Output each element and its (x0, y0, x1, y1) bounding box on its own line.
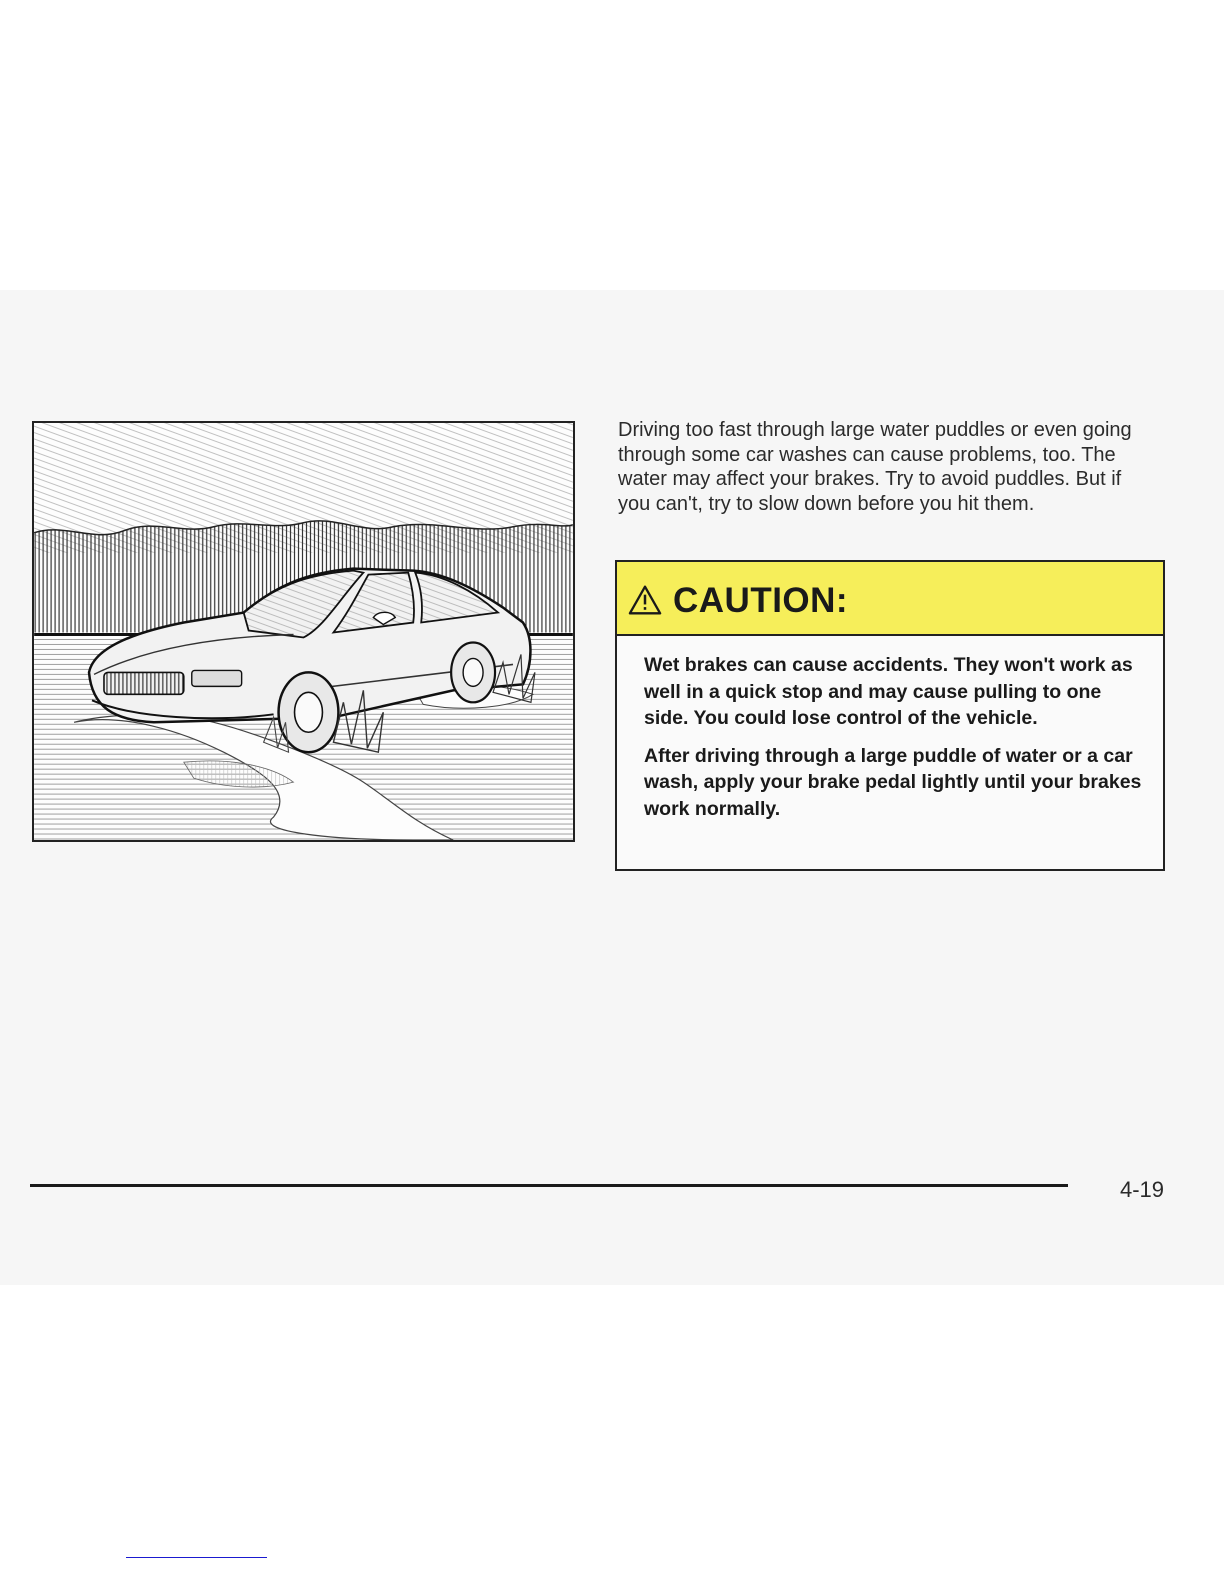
intro-paragraph: Driving too fast through large water puddles or even going through some car washes can cause problems, too. The water may affect your brakes. Try to avoid puddles. But if you can't, try to slow down before you hit them. (618, 419, 1132, 515)
footer-divider (30, 1184, 1068, 1187)
caution-title: CAUTION: (673, 581, 849, 620)
caution-box (615, 560, 1165, 871)
car-driving-through-water-icon (34, 423, 573, 840)
caution-paragraph: Wet brakes can cause accidents. They won't work as well in a quick stop and may cause pulling to one side. You could lose control of the vehicle. (644, 654, 1133, 729)
caution-header (617, 562, 1163, 636)
page-number: 4-19 (1120, 1177, 1165, 1202)
caution-body (617, 636, 1163, 822)
caution-paragraph: After driving through a large puddle of water or a car wash, apply your brake pedal lightly until your brakes work normally. (644, 744, 1142, 820)
warning-triangle-icon (627, 584, 663, 616)
bottom-link-underline (126, 1557, 267, 1558)
car-in-water-illustration (32, 421, 575, 842)
